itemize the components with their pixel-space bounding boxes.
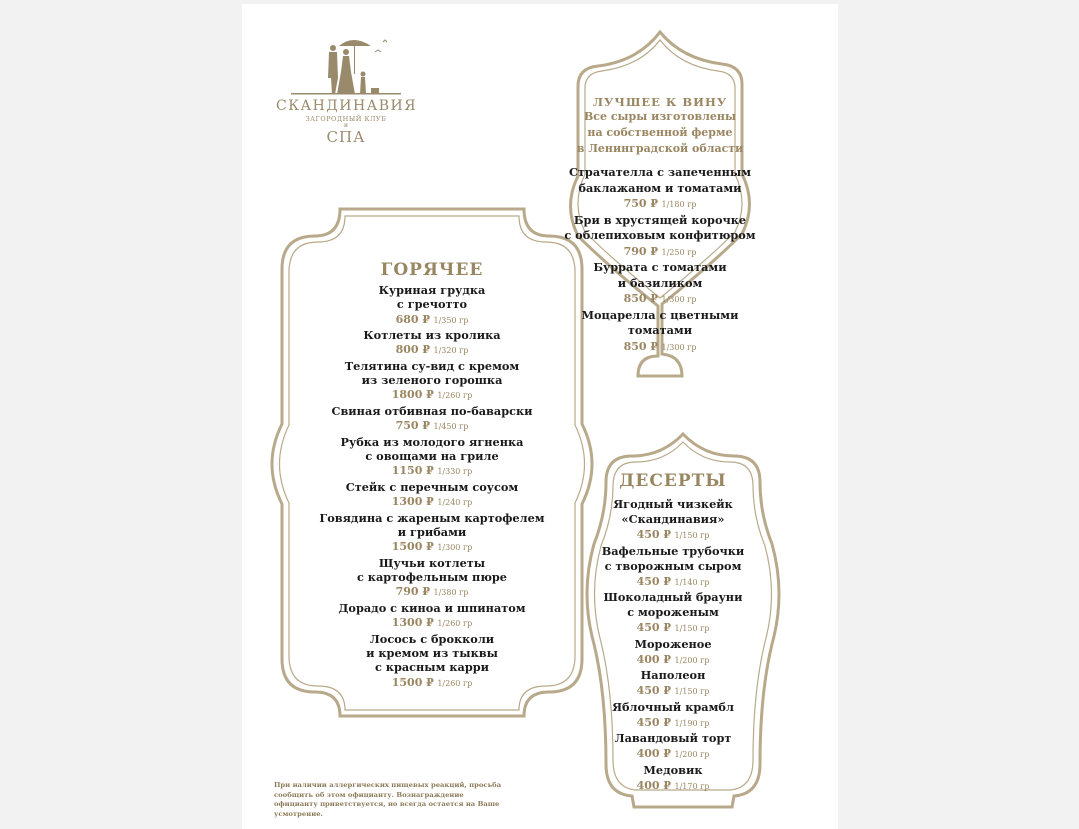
dish-price-line [312, 342, 552, 359]
brand-and: и [344, 122, 348, 129]
dish-price: 450 ₽ [636, 574, 672, 588]
dish-weight: 1/200 гр [674, 655, 710, 665]
dish-weight: 1/260 гр [437, 678, 473, 688]
dish-weight: 1/300 гр [661, 295, 697, 304]
dish-price-line [598, 574, 748, 591]
dish-price-line [598, 527, 748, 544]
dish-weight: 1/140 гр [674, 577, 710, 587]
dish-price-line [598, 778, 748, 795]
dish-weight: 1/350 гр [433, 315, 469, 325]
dish-name: Свиная отбивная по-баварски [331, 403, 533, 418]
dish-name: Ягодный чизкейк «Скандинавия» [613, 497, 733, 526]
dish-price: 450 ₽ [636, 684, 672, 697]
dish-price: 450 ₽ [636, 528, 672, 541]
dish-name: Котлеты из кролика [363, 328, 501, 343]
dish-price-line [312, 539, 552, 556]
wine-subtitle: Все сыры изготовлены на собственной ферме в Ленинградской области [576, 110, 744, 155]
dish-weight: 1/150 гр [674, 624, 710, 633]
dish-price-line [560, 339, 760, 356]
dish-price-line [312, 312, 552, 329]
dish-price: 850 ₽ [623, 339, 659, 353]
dish-name: Медовик [643, 762, 703, 777]
dish-price: 1500 ₽ [391, 540, 434, 554]
brand-subtitle: ЗАГОРОДНЫЙ КЛУБ [305, 115, 387, 123]
dish-price: 1150 ₽ [391, 464, 434, 478]
couple-with-umbrella-icon [291, 32, 401, 96]
dish-price-line [598, 683, 748, 700]
wine-section [560, 96, 760, 355]
dish-name: Наполеон [640, 668, 706, 682]
dish-name: Щучьи котлеты с картофельным пюре [356, 555, 507, 585]
dish-price-line [312, 494, 552, 511]
dish-price: 400 ₽ [636, 747, 672, 760]
dish-weight: 1/300 гр [661, 342, 697, 352]
dish-price-line [560, 196, 760, 213]
dish-price: 680 ₽ [395, 312, 431, 326]
dish-price: 800 ₽ [395, 343, 431, 357]
dish-price-line [312, 387, 552, 404]
dish-price: 1300 ₽ [391, 616, 434, 630]
club-logo [276, 32, 416, 145]
allergy-footnote: При наличии аллергических пищевых реакций, просьба сообщить об этом официанту. Вознаграждение официанту приветствуется, но всегда остается на Ваше усмотрение. [274, 781, 502, 818]
wine-title: ЛУЧШЕЕ К ВИНУ [592, 95, 728, 109]
dish-price: 790 ₽ [623, 244, 659, 258]
menu-page [242, 4, 838, 829]
dish-name: Куриная грудка с гречотто [378, 283, 486, 312]
hot-items [312, 283, 552, 691]
dish-price-line [312, 584, 552, 601]
dessert-title: ДЕСЕРТЫ [619, 471, 727, 491]
dish-name: Рубка из молодого ягненка с овощами на гриле [340, 434, 524, 464]
dish-weight: 1/240 гр [437, 498, 473, 508]
dish-price-line [598, 715, 748, 732]
dish-weight: 1/450 гр [433, 422, 469, 432]
dessert-items [598, 497, 748, 794]
dish-name: Бри в хрустящей корочке с облепиховым конфитюром [564, 212, 756, 242]
brand-spa: СПА [326, 128, 366, 146]
dish-price-line [598, 620, 748, 637]
dish-price-line [312, 418, 552, 435]
dish-name: Лавандовый торт [614, 731, 732, 745]
dish-weight: 1/250 гр [661, 247, 697, 257]
dish-weight: 1/260 гр [437, 391, 473, 401]
dish-price: 750 ₽ [395, 419, 431, 433]
dish-price-line [598, 746, 748, 763]
dish-name: Страчателла с запеченным баклажаном и томатами [568, 165, 752, 195]
dish-weight: 1/320 гр [433, 346, 469, 356]
dish-weight: 1/170 гр [674, 781, 710, 791]
wine-items [560, 165, 760, 355]
dish-name: Лосось с брокколи и кремом из тыквы с красным карри [366, 631, 498, 675]
dish-price: 1500 ₽ [391, 675, 434, 689]
dish-name: Мороженое [634, 636, 712, 651]
dish-name: Моцарелла с цветными томатами [581, 307, 739, 337]
dish-price: 400 ₽ [636, 652, 672, 666]
dish-name: Стейк с перечным соусом [345, 479, 519, 494]
dish-price-line [560, 244, 760, 261]
dish-name: Яблочный крамбл [612, 699, 734, 714]
dish-name: Говядина с жареным картофелем и грибами [319, 510, 545, 539]
dish-price-line [598, 652, 748, 669]
dish-price: 1800 ₽ [391, 388, 434, 402]
hot-title: ГОРЯЧЕЕ [380, 260, 484, 280]
dish-name: Буррата с томатами и базиликом [593, 260, 727, 290]
dish-weight: 1/150 гр [674, 531, 710, 540]
dish-price: 450 ₽ [636, 715, 672, 729]
dish-weight: 1/150 гр [674, 687, 710, 696]
dish-price: 790 ₽ [395, 585, 431, 599]
dish-weight: 1/180 гр [661, 200, 697, 209]
dish-price-line [312, 615, 552, 632]
dish-price: 450 ₽ [636, 621, 672, 634]
dish-weight: 1/190 гр [674, 718, 710, 728]
dish-name: Вафельные трубочки с творожным сыром [601, 543, 745, 573]
dish-price-line [312, 463, 552, 480]
brand-name: СКАНДИНАВИЯ [276, 98, 418, 114]
dish-weight: 1/330 гр [437, 467, 473, 477]
dish-weight: 1/380 гр [433, 588, 469, 598]
dish-name: Шоколадный брауни с мороженым [603, 590, 743, 619]
dish-weight: 1/200 гр [674, 750, 710, 759]
dish-price: 850 ₽ [623, 292, 659, 305]
dish-weight: 1/300 гр [437, 543, 473, 553]
dish-price-line [312, 675, 552, 692]
dish-price: 400 ₽ [636, 778, 672, 792]
dish-weight: 1/260 гр [437, 619, 473, 629]
dish-price: 1300 ₽ [391, 495, 434, 509]
hot-section [312, 260, 552, 691]
dish-price-line [560, 291, 760, 308]
dessert-section [598, 471, 748, 794]
dish-name: Телятина су-вид с кремом из зеленого горошка [344, 358, 520, 388]
dish-name: Дорадо с киноа и шпинатом [338, 600, 526, 615]
dish-price: 750 ₽ [623, 197, 659, 210]
